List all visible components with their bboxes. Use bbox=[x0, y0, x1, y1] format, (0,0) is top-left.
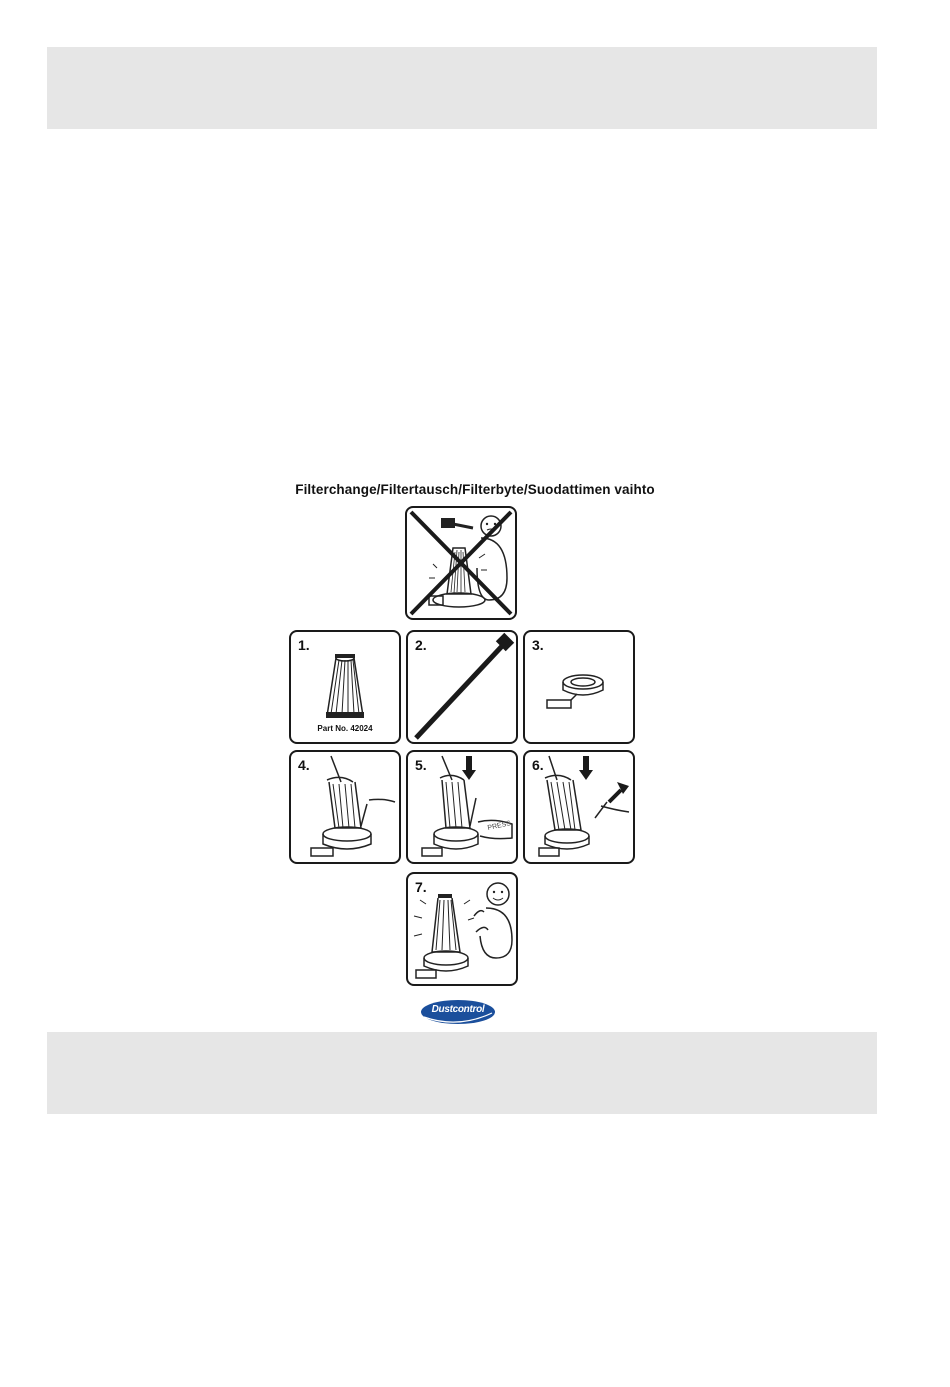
part-number-label: Part No. 42024 bbox=[317, 724, 373, 733]
page-title: Filterchange/Filtertausch/Filterbyte/Suodattimen vaihto bbox=[295, 482, 655, 497]
step-1-panel bbox=[289, 630, 401, 744]
step-3-panel bbox=[523, 630, 635, 744]
dustcontrol-logo bbox=[420, 999, 496, 1025]
press-label: PRESS bbox=[486, 820, 512, 832]
warning-panel-do-not-hit bbox=[405, 506, 517, 620]
step-4-number: 4. bbox=[298, 757, 310, 773]
step-1-number: 1. bbox=[298, 637, 310, 653]
step-2-number: 2. bbox=[415, 637, 427, 653]
step-6-panel bbox=[523, 750, 635, 864]
step-5-number: 5. bbox=[415, 757, 427, 773]
step-7-number: 7. bbox=[415, 879, 427, 895]
step-5-panel bbox=[406, 750, 518, 864]
step-6-number: 6. bbox=[532, 757, 544, 773]
hammer-warning-illustration bbox=[407, 508, 515, 618]
step-2-panel bbox=[406, 630, 518, 744]
header-band bbox=[47, 47, 877, 129]
footer-band bbox=[47, 1032, 877, 1114]
logo-text: Dustcontrol bbox=[431, 1004, 485, 1015]
step-3-number: 3. bbox=[532, 637, 544, 653]
step-7-panel bbox=[406, 872, 518, 986]
step-4-panel bbox=[289, 750, 401, 864]
